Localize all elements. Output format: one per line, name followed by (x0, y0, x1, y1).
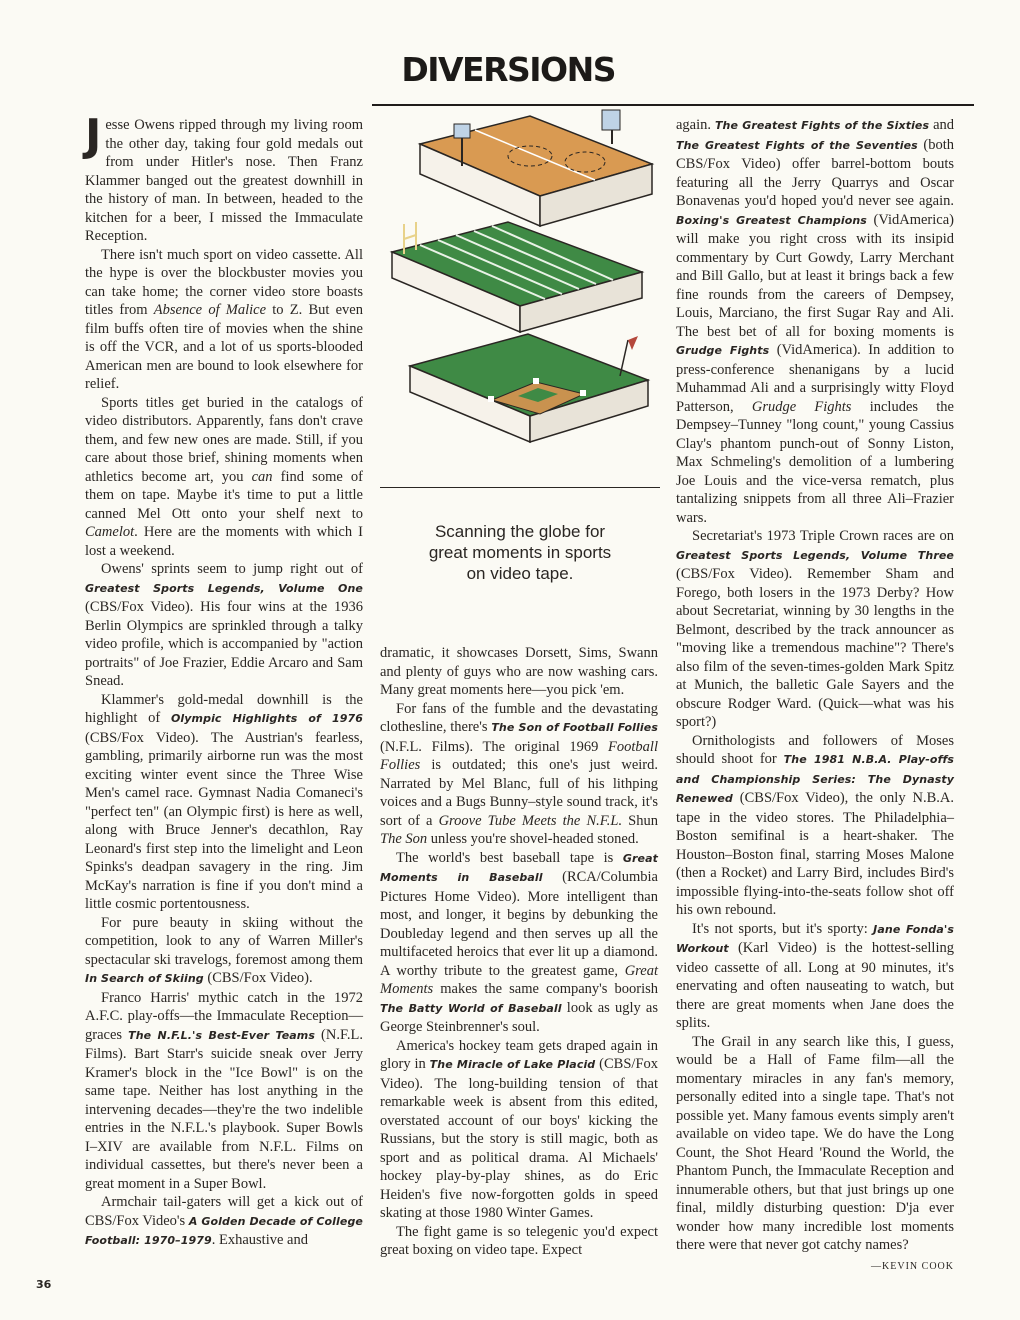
video-title: Olympic Highlights of 1976 (170, 712, 363, 725)
paragraph: America's hockey team gets draped again in glory in The Miracle of Lake Placid (CBS/Fox Video). The long-building tension of that remarkable week is absent from this edited, overstated account of our boys' kicking the Russians, but the story is still magic, both as sport and as political drama. Al Michaels' hockey play-by-play shines, as do Eric Heiden's five now-forgotten golds in speed skating at those 1980 Winter Games. (380, 1037, 659, 1221)
article-column-1 (85, 110, 363, 1251)
video-title: Boxing's Greatest Champions (676, 213, 867, 227)
paragraph: Klammer's gold-medal downhill is the highlight of Olympic Highlights of 1976 (CBS/Fox Video). The Austrian's fearless, gambling, primarily airborne run was the most exciting winter event since the Three Wise Men's camel race. Gymnast Nadia Comaneci's "perfect ten" (an Olympic first) is here as well, along with Bruce Jenner's decathlon, Ray Leonard's first step into the limelight and Leon Spinks's deadpan savagery in the ring. Jim McKay's narration is fine if you don't mind a little cosmic portentousness. (85, 691, 363, 912)
video-title: In Search of Skiing (85, 972, 204, 985)
video-title: The Greatest Fights of the Seventies (676, 138, 918, 152)
video-title: The Greatest Fights of the Sixties (714, 119, 930, 132)
video-title: Greatest Sports Legends, Volume Three (676, 548, 954, 562)
paragraph: Ornithologists and followers of Moses should shoot for The 1981 N.B.A. Play-offs and Championship Series: The Dynasty Renewed (CBS/Fox Video), the only N.B.A. tape in the video stores. The Philadelphia–Boston semifinal is a heart-shaker. The Houston–Boston final, starring Moses Malone (then a Rocket) and Larry Bird, includes Bird's impossible flying-into-the-seats follow shot off his own rebound. (676, 732, 955, 918)
video-title: The Batty World of Baseball (380, 1001, 562, 1015)
video-title: The Son of Football Follies (491, 721, 658, 734)
video-title: Jane Fonda's Workout (676, 922, 954, 955)
paragraph: For fans of the fumble and the devastating clothesline, there's The Son of Football Follies (N.F.L. Films). The original 1969 Football Follies is outdated; this one's just weird. Narrated by Mel Blanc, full of his lithping voices and a Bugs Bunny–style sound track, it's sort of a Groove Tube Meets the N.F.L. Shun The Son unless you're shovel-headed stoned. (380, 700, 658, 847)
paragraph: For pure beauty in skiing without the competition, look to any of Warren Miller's spectacular ski travelogs, foremost among them In Search of Skiing (CBS/Fox Video). (85, 914, 363, 986)
article-column-3 (676, 116, 954, 1276)
byline: —KEVIN COOK (871, 1260, 954, 1272)
section-title: DIVERSIONS (401, 50, 615, 89)
paragraph: The fight game is so telegenic you'd expect great boxing on video tape. Expect (380, 1223, 658, 1258)
figure-caption: Scanning the globe for great moments in sports on video tape. (428, 522, 612, 583)
paragraph: It's not sports, but it's sporty: Jane Fonda's Workout (Karl Video) is the hottest-selling video cassette of all. Long at 90 minutes, it's enervating and often nauseating to watch, but there are great moments when Jane does the splits. (676, 920, 954, 1031)
paragraph: The Grail in any search like this, I guess, would be a Hall of Fame film—all the momentary miracles in any fan's memory, personally edited into a single tape. That's not possible yet. Many famous events simply aren't available on video tape. We do have the Long Count, the Shot Heard 'Round the World, the Phantom Punch, the Immaculate Reception and innumerable others, but that just brings up one final, mildly disturbing question: D'ja ever wonder how many incredible lost moments there were that never got catchy names? —KEVIN COOK (676, 1033, 954, 1255)
paragraph: Jesse Owens ripped through my living room the other day, taking four gold medals out from under Hitler's nose. Then Franz Klammer banged out the greatest downhill in the history of man. In between, headed to the kitchen for a beer, I missed the Immaculate Reception. (85, 110, 363, 244)
paragraph: Franco Harris' mythic catch in the 1972 A.F.C. play-offs—the Immaculate Reception—graces The N.F.L.'s Best-Ever Teams (N.F.L. Films). Bart Starr's suicide sneak over Jerry Kramer's block in the "Ice Bowl" is on the same tape. Neither has lost anything in the intervening decades—they're the two indelible entries in the N.F.L.'s playbook. Super Bowls I–XIV are available from N.F.L. Films on individual cassettes, but there's never been a great moment in a Super Bowl. (85, 989, 363, 1192)
video-title: Grudge Fights (676, 344, 770, 357)
video-title: Greatest Sports Legends, Volume One (85, 581, 363, 595)
page-number: 36 (36, 1278, 52, 1291)
video-title: A Golden Decade of College Football: 1970–1979 (85, 1214, 363, 1247)
video-title: Great Moments in Baseball (380, 851, 658, 884)
paragraph: dramatic, it showcases Dorsett, Sims, Swann and plenty of guys who are now washing cars. Many great moments here—you pick 'em. (380, 645, 658, 698)
video-title: The 1981 N.B.A. Play-offs and Championship Series: The Dynasty Renewed (676, 753, 955, 805)
article-column-2 (380, 644, 658, 1260)
paragraph: There isn't much sport on video cassette. All the hype is over the blockbuster movies you can take home; the corner video store boasts titles from Absence of Malice to Z. But even film buffs often tire of movies when the shine is off the VCR, and a lot of us sports-blooded American men are bound to look elsewhere for relief. (85, 246, 363, 392)
drop-cap: J (85, 110, 102, 161)
video-title: The N.F.L.'s Best-Ever Teams (128, 1028, 315, 1042)
paragraph: Sports titles get buried in the catalogs of video distributors. Apparently, fans don't crave them, and few new ones are made. Still, if you care about those brief, shining moments when athletics become art, you can find some of them on tape. Maybe it's time to put a little canned Mel Ott onto your shelf next to Camelot. Here are the moments with which I lost a weekend. (85, 394, 363, 559)
sports-fields-illustration (380, 104, 658, 484)
paragraph: The world's best baseball tape is Great Moments in Baseball (RCA/Columbia Pictures Home Video). More intelligent than most, and longer, it begins by debunking the Doubleday legend and then serves up all the multifaceted heroics that ever lit up a diamond. A worthy tribute to the greatest game, Great Moments makes the same company's boorish The Batty World of Baseball look as ugly as George Steinbrenner's soul. (380, 849, 658, 1035)
paragraph: Armchair tail-gaters will get a kick out of CBS/Fox Video's A Golden Decade of College Football: 1970–1979. Exhaustive and (85, 1194, 363, 1248)
video-title: The Miracle of Lake Placid (429, 1058, 596, 1071)
paragraph: Secretariat's 1973 Triple Crown races are on Greatest Sports Legends, Volume Three (CBS/Fox Video). Remember Sham and Forego, both losers in the 1973 Derby? How about Secretariat, winning by 30 lengths in the Belmont, described by the track announcer as "moving like a tremendous machine"? There's also film of the seven-times-golden Mark Spitz at Munich, the balletic Gale Sayers and the obscure Rodger Ward. (Quick—what was his sport?) (676, 528, 954, 730)
paragraph: Owens' sprints seem to jump right out of Greatest Sports Legends, Volume One (CBS/Fox Video). His four wins at the 1936 Berlin Olympics are sprinkled through a talky video profile, which is accompanied by "action portraits" of Joe Frazier, Eddie Arcaro and Sam Snead. (85, 561, 363, 689)
figure-rule (380, 487, 660, 488)
paragraph: again. The Greatest Fights of the Sixties and The Greatest Fights of the Seventies (both CBS/Fox Video) offer barrel-bottom bouts featuring all the Jerry Quarrys and Oscar Bonavenas you'd hoped you'd never see again. Boxing's Greatest Champions (VidAmerica) will make you right cross with its insipid commentary by Curt Gowdy, Larry Merchant and Bill Gallo, but at least it brings back a few fine rounds from the careers of Dempsey, Louis, Marciano, the first Sugar Ray and Ali. The best bet of all for boxing moments is Grudge Fights (VidAmerica). In addition to press-conference shenanigans by a lucid Muhammad Ali and a surprisingly witty Floyd Patterson, Grudge Fights includes the Dempsey–Tunney "long count," young Cassius Clay's phantom punch-out of Sonny Liston, Max Schmeling's demolition of a lumbering Joe Louis and the vice-versa rematch, plus tantalizing snippets from all three Ali–Frazier wars. (676, 117, 955, 526)
